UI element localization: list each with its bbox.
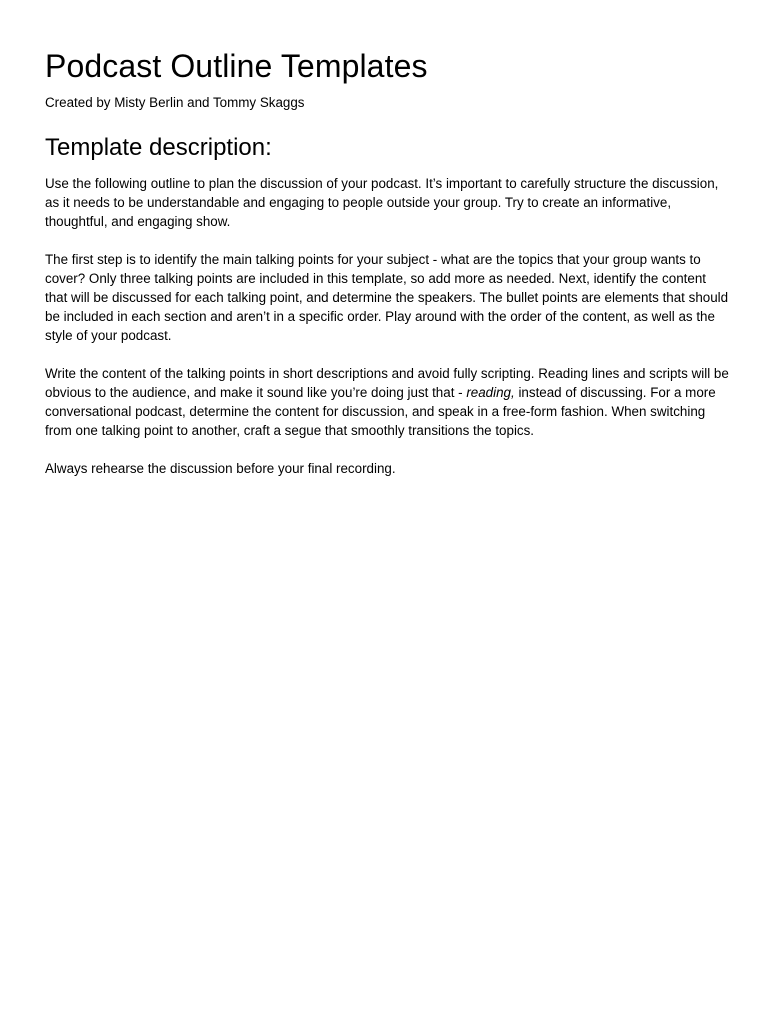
paragraph-scripting-emphasis: reading, — [466, 385, 515, 400]
paragraph-rehearse: Always rehearse the discussion before your final recording. — [45, 461, 396, 476]
document-title: Podcast Outline Templates — [45, 48, 428, 84]
paragraph-scripting-text-end: instead of discussing. For a more conversational podcast, determine the content for discussion, and speak in a free-form fashion. When switching from one talking point to another, craft a segue that smoothly transitions the topics. — [45, 385, 716, 438]
paragraph-intro: Use the following outline to plan the discussion of your podcast. It’s important to carefully structure the discussion, as it needs to be understandable and engaging to people outside your group. Try to create an informative, thoughtful, and engaging show. — [45, 176, 719, 229]
paragraph-first-step: The first step is to identify the main talking points for your subject - what are the topics that your group wants to cover? Only three talking points are included in this template, so add more as needed. Next, identify the content that will be discussed for each talking point, and determine the speakers. The bullet points are elements that should be included in each section and aren’t in a specific order. Play around with the order of the content, as well as the style of your podcast. — [45, 252, 729, 343]
paragraph-scripting-text-start: Write the content of the talking points in short descriptions and avoid fully scripting. Reading lines and scripts will be obvious to the audience, and make it sound like you’re doing just that - — [45, 366, 729, 400]
paragraph-scripting — [45, 364, 729, 440]
section-heading: Template description: — [45, 134, 272, 161]
document-byline: Created by Misty Berlin and Tommy Skaggs — [45, 95, 305, 110]
